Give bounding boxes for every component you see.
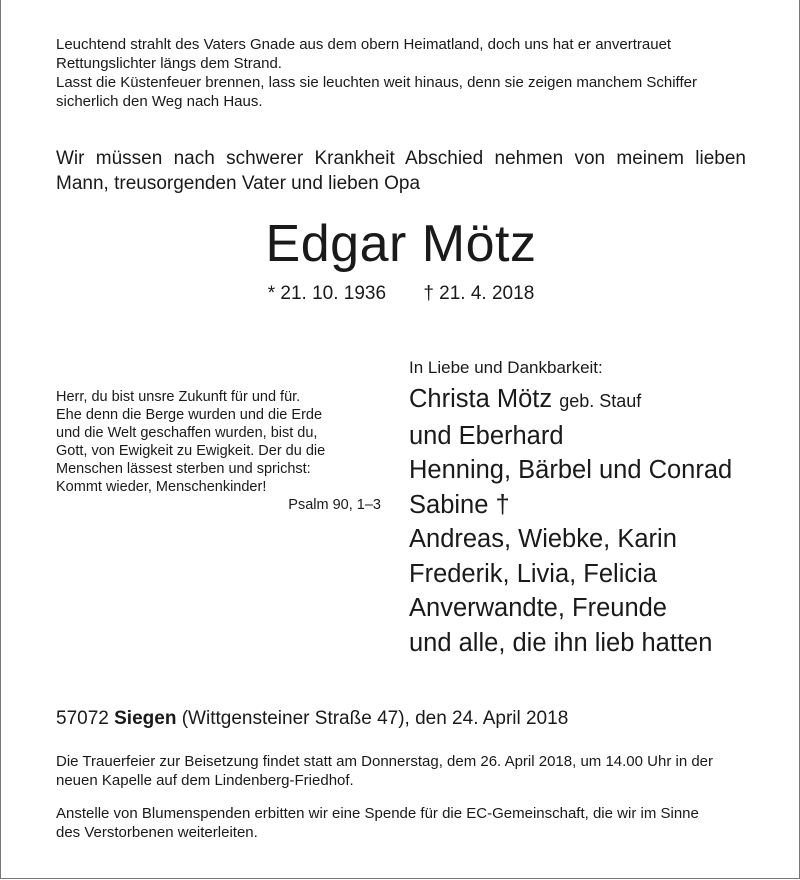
donation-info xyxy=(56,804,746,842)
mourner-line: Anverwandte, Freunde xyxy=(409,594,667,622)
mourner-line: und Eberhard xyxy=(409,421,564,450)
psalm-line: Gott, von Ewigkeit zu Ewigkeit. Der du die xyxy=(56,443,326,459)
psalm-line: und die Welt geschaffen wurden, bist du, xyxy=(56,425,318,441)
mourners-list xyxy=(409,382,732,660)
deceased-name: Edgar Mötz xyxy=(265,215,537,273)
psalm-line: Menschen lässest sterben und sprichst: xyxy=(56,461,311,477)
mourner-line xyxy=(409,382,732,419)
funeral-line: neuen Kapelle auf dem Lindenberg-Friedhof. xyxy=(56,772,354,789)
intro-text xyxy=(56,146,746,196)
death-date: † 21. 4. 2018 xyxy=(423,283,535,304)
city: Siegen xyxy=(114,708,177,729)
donation-line: des Verstorbenen weiterleiten. xyxy=(56,824,258,841)
postcode: 57072 xyxy=(56,708,109,729)
mourner-line: Andreas, Wiebke, Karin xyxy=(409,525,677,553)
mourner-line: Henning, Bärbel und Conrad xyxy=(409,456,733,484)
mourner-line: Frederik, Livia, Felicia xyxy=(409,559,657,588)
mourner-line: und alle, die ihn lieb hatten xyxy=(409,628,713,657)
opening-poem xyxy=(56,35,697,111)
maiden-name: geb. Stauf xyxy=(559,391,642,411)
poem-line: Rettungslichter längs dem Strand. xyxy=(56,55,282,72)
funeral-line: Die Trauerfeier zur Beisetzung findet statt am Donnerstag, dem 26. April 2018, um 14.00 Uhr in der xyxy=(56,753,714,770)
address-line xyxy=(56,706,568,732)
mourners-label: In Liebe und Dankbarkeit: xyxy=(409,358,603,377)
psalm-line: Kommt wieder, Menschenkinder! xyxy=(56,479,267,495)
poem-line: sicherlich den Weg nach Haus. xyxy=(56,93,263,110)
intro-line: Mann, treusorgenden Vater und lieben Opa xyxy=(56,173,421,194)
intro-line: Wir müssen nach schwerer Krankheit Abschied nehmen von meinem lieben xyxy=(56,148,746,169)
poem-line: Leuchtend strahlt des Vaters Gnade aus dem obern Heimatland, doch uns hat er anvertrauet xyxy=(56,36,672,53)
birth-date: * 21. 10. 1936 xyxy=(267,283,387,304)
psalm-line: Herr, du bist unsre Zukunft für und für. xyxy=(56,389,301,405)
psalm-reference: Psalm 90, 1–3 xyxy=(288,497,381,513)
psalm-quote xyxy=(56,388,381,514)
mourner-name: Christa Mötz xyxy=(409,385,553,413)
mourner-line: Sabine † xyxy=(409,490,510,519)
poem-line: Lasst die Küstenfeuer brennen, lass sie leuchten weit hinaus, denn sie zeigen manchem Schiffer xyxy=(56,74,697,91)
psalm-line: Ehe denn die Berge wurden und die Erde xyxy=(56,407,323,423)
address-details: (Wittgensteiner Straße 47), den 24. April 2018 xyxy=(181,708,569,729)
funeral-info xyxy=(56,752,746,790)
life-dates xyxy=(1,281,800,307)
donation-line: Anstelle von Blumenspenden erbitten wir eine Spende für die EC-Gemeinschaft, die wir im Sinne xyxy=(56,805,699,822)
